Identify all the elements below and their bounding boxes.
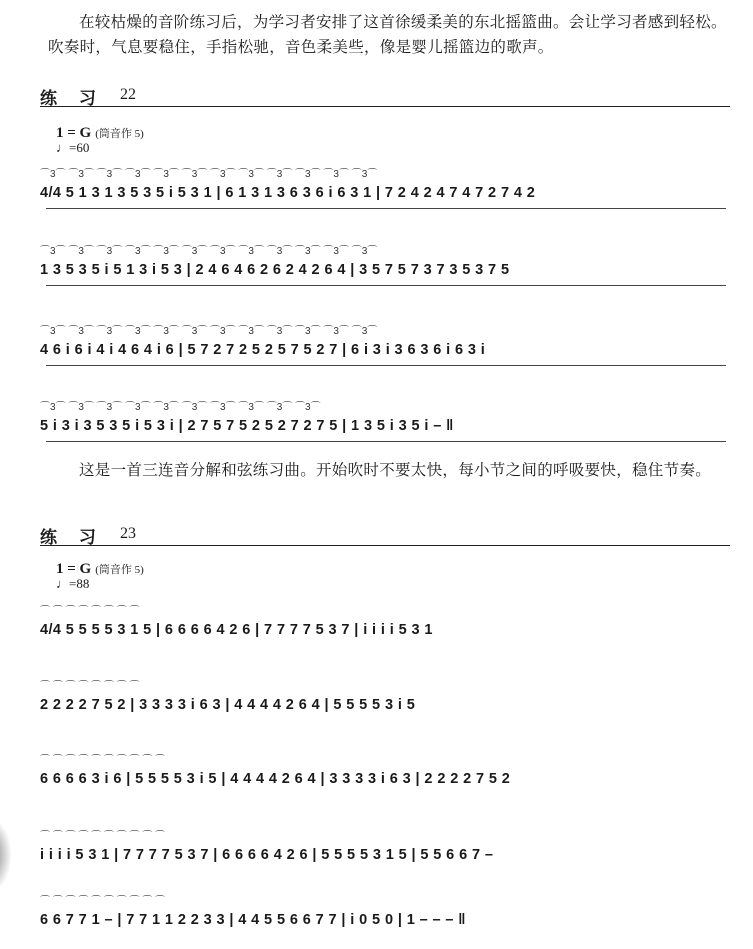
exercise-22-staff-line-4 (40, 402, 732, 434)
notation-line: 5 i 3 i 3 5 3 5 i 5 3 i | 2 7 5 7 5 2 5 2 7 2 7 5 | 1 3 5 i 3 5 i – ‖ (40, 418, 454, 434)
slur-marks: ⌒ ⌒ ⌒ ⌒ ⌒ ⌒ ⌒ ⌒ ⌒ ⌒ (40, 755, 166, 766)
notation-line: 4 6 i 6 i 4 i 4 6 4 i 6 | 5 7 2 7 2 5 2 5 7 5 2 7 | 6 i 3 i 3 6 3 6 i 6 3 i (40, 342, 486, 358)
exercise-22-meta (56, 124, 144, 156)
slur-marks: ⌒ ⌒ ⌒ ⌒ ⌒ ⌒ ⌒ ⌒ ⌒ ⌒ (40, 831, 166, 842)
notation-line: 4/4 5 5 5 5 3 1 5 | 6 6 6 6 4 2 6 | 7 7 7 7 5 3 7 | i i i i 5 3 1 (40, 622, 433, 638)
exercise-22-staff-line-2 (40, 246, 732, 278)
triplet-marks: ⌒3⌒ ⌒3⌒ ⌒3⌒ ⌒3⌒ ⌒3⌒ ⌒3⌒ ⌒3⌒ ⌒3⌒ ⌒3⌒ ⌒3⌒ ⌒3⌒ ⌒3⌒ (40, 326, 378, 337)
triplet-marks: ⌒3⌒ ⌒3⌒ ⌒3⌒ ⌒3⌒ ⌒3⌒ ⌒3⌒ ⌒3⌒ ⌒3⌒ ⌒3⌒ ⌒3⌒ ⌒3⌒ ⌒3⌒ (40, 246, 378, 257)
exercise-22-key-note: (筒音作 5) (95, 128, 144, 140)
notation-line: i i i i 5 3 1 | 7 7 7 7 5 3 7 | 6 6 6 6 4 2 6 | 5 5 5 5 3 1 5 | 5 5 6 6 7 – (40, 847, 494, 863)
exercise-22-heading (40, 84, 730, 107)
exercise-23-key-note: (筒音作 5) (95, 564, 144, 576)
exercise-22-key: 1 = G (56, 125, 92, 141)
triplet-marks: ⌒3⌒ ⌒3⌒ ⌒3⌒ ⌒3⌒ ⌒3⌒ ⌒3⌒ ⌒3⌒ ⌒3⌒ ⌒3⌒ ⌒3⌒ ⌒3⌒ ⌒3⌒ (40, 169, 378, 180)
exercise-23-staff-line-2 (40, 681, 732, 713)
notation-line: 6 6 7 7 1 – | 7 7 1 1 2 2 3 3 | 4 4 5 5 6 6 7 7 | i 0 5 0 | 1 – – – ‖ (40, 912, 466, 928)
beam-line (46, 363, 726, 366)
page-edge-shadow (0, 815, 12, 895)
exercise-22-staff-line-1 (40, 169, 732, 201)
exercise-22-number: 22 (120, 86, 136, 103)
notation-line: 1 3 5 3 5 i 5 1 3 i 5 3 | 2 4 6 4 6 2 6 2 4 2 6 4 | 3 5 7 5 7 3 7 3 5 3 7 5 (40, 262, 510, 278)
slur-marks: ⌒ ⌒ ⌒ ⌒ ⌒ ⌒ ⌒ ⌒ (40, 606, 140, 617)
exercise-22-staff-line-3 (40, 326, 732, 358)
exercise-23-tempo-value: =88 (69, 576, 90, 591)
notation-line: 6 6 6 6 3 i 6 | 5 5 5 5 3 i 5 | 4 4 4 4 2 6 4 | 3 3 3 3 i 6 3 | 2 2 2 2 7 5 2 (40, 771, 511, 787)
exercise-23-staff-line-3 (40, 755, 732, 787)
notation-line: 2 2 2 2 7 5 2 | 3 3 3 3 i 6 3 | 4 4 4 4 2 6 4 | 5 5 5 5 3 i 5 (40, 697, 416, 713)
exercise-23-meta (56, 560, 144, 592)
exercise-23-label: 练 习 (40, 528, 104, 548)
exercise-23-number: 23 (120, 525, 136, 542)
notation-line: 4/4 5 1 3 1 3 5 3 5 i 5 3 1 | 6 1 3 1 3 6 3 6 i 6 3 1 | 7 2 4 2 4 7 4 7 2 7 4 2 (40, 185, 536, 201)
beam-line (46, 206, 726, 209)
exercise-23-staff-line-1 (40, 606, 732, 638)
exercise-22-tempo: ♩=60 (56, 140, 90, 155)
exercise-22-tempo-value: =60 (69, 140, 90, 155)
intro-paragraph-22: 在较枯燥的音阶练习后，为学习者安排了这首徐缓柔美的东北摇篮曲。会让学习者感到轻松。吹奏时，气息要稳住，手指松驰，音色柔美些，像是婴儿摇篮边的歌声。 (48, 13, 727, 56)
beam-line (46, 439, 726, 442)
intro-paragraph-23: 这是一首三连音分解和弦练习曲。开始吹时不要太快，每小节之间的呼吸要快，稳住节奏。 (79, 461, 712, 479)
exercise-23-heading (40, 523, 730, 546)
exercise-23-tempo: ♩=88 (56, 576, 90, 591)
exercise-23-key: 1 = G (56, 561, 92, 577)
triplet-marks: ⌒3⌒ ⌒3⌒ ⌒3⌒ ⌒3⌒ ⌒3⌒ ⌒3⌒ ⌒3⌒ ⌒3⌒ ⌒3⌒ ⌒3⌒ (40, 402, 321, 413)
beam-line (46, 283, 726, 286)
slur-marks: ⌒ ⌒ ⌒ ⌒ ⌒ ⌒ ⌒ ⌒ ⌒ ⌒ (40, 896, 166, 907)
exercise-23-staff-line-5 (40, 896, 732, 928)
exercise-22-label: 练 习 (40, 89, 104, 109)
exercise-23-staff-line-4 (40, 831, 732, 863)
slur-marks: ⌒ ⌒ ⌒ ⌒ ⌒ ⌒ ⌒ ⌒ (40, 681, 140, 692)
